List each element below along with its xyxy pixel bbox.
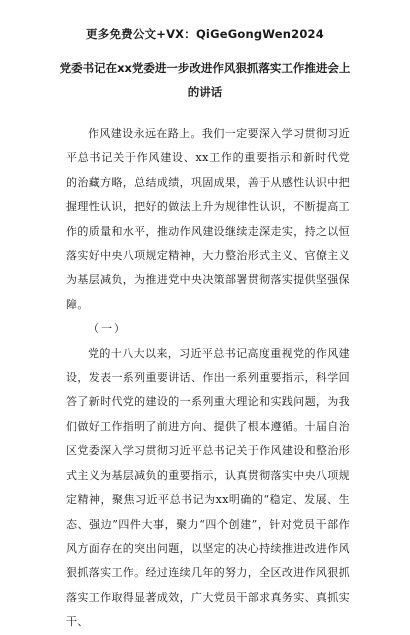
section-number: （一） bbox=[88, 322, 127, 336]
document-title: 党委书记在xx党委进一步改进作风狠抓落实工作推进会上的讲话 bbox=[59, 61, 351, 99]
paragraph-section-one: 党的十八大以来，习近平总书记高度重视党的作风建设，发表一系列重要讲话、作出一系列重要指示，科学回答了新时代党的建设的一系列重大理论和实践问题，为我们做好工作指明了前进方向、提供了根本遵循。十届自治区党委深入学习贯彻习近平总书记关于作风建设和整治形式主义为基层减负的重要指示，认真贯彻落实中央八项规定精神，聚焦习近平总书记为xx明确的“稳定、发展、生态、强边”四件大事，聚力“四个创建”，针对党员干部作风方面存在的突出问题，以坚定的决心持续推进改进作风狠抓落实工作。经过连续几年的努力，全区改进作风狠抓落实工作取得显著成效，广大党员干部求真务实、真抓实干、 bbox=[66, 346, 350, 629]
document-body bbox=[66, 122, 350, 635]
page-header: 更多免费公文+VX：QiGeGongWen2024 bbox=[86, 27, 324, 41]
paragraph-intro: 作风建设永远在路上。我们一定要深入学习贯彻习近平总书记关于作风建设、xx工作的重要指示和新时代党的治藏方略，总结成绩，巩固成果，善于从感性认识中把握理性认识，把好的做法上升为规律性认识，不断提高工作的质量和水平，推动作风建设继续走深走实，持之以恒落实好中央八项规定精神，大力整治形式主义、官僚主义为基层减负，为推进党中央决策部署贯彻落实提供坚强保障。 bbox=[66, 127, 350, 311]
